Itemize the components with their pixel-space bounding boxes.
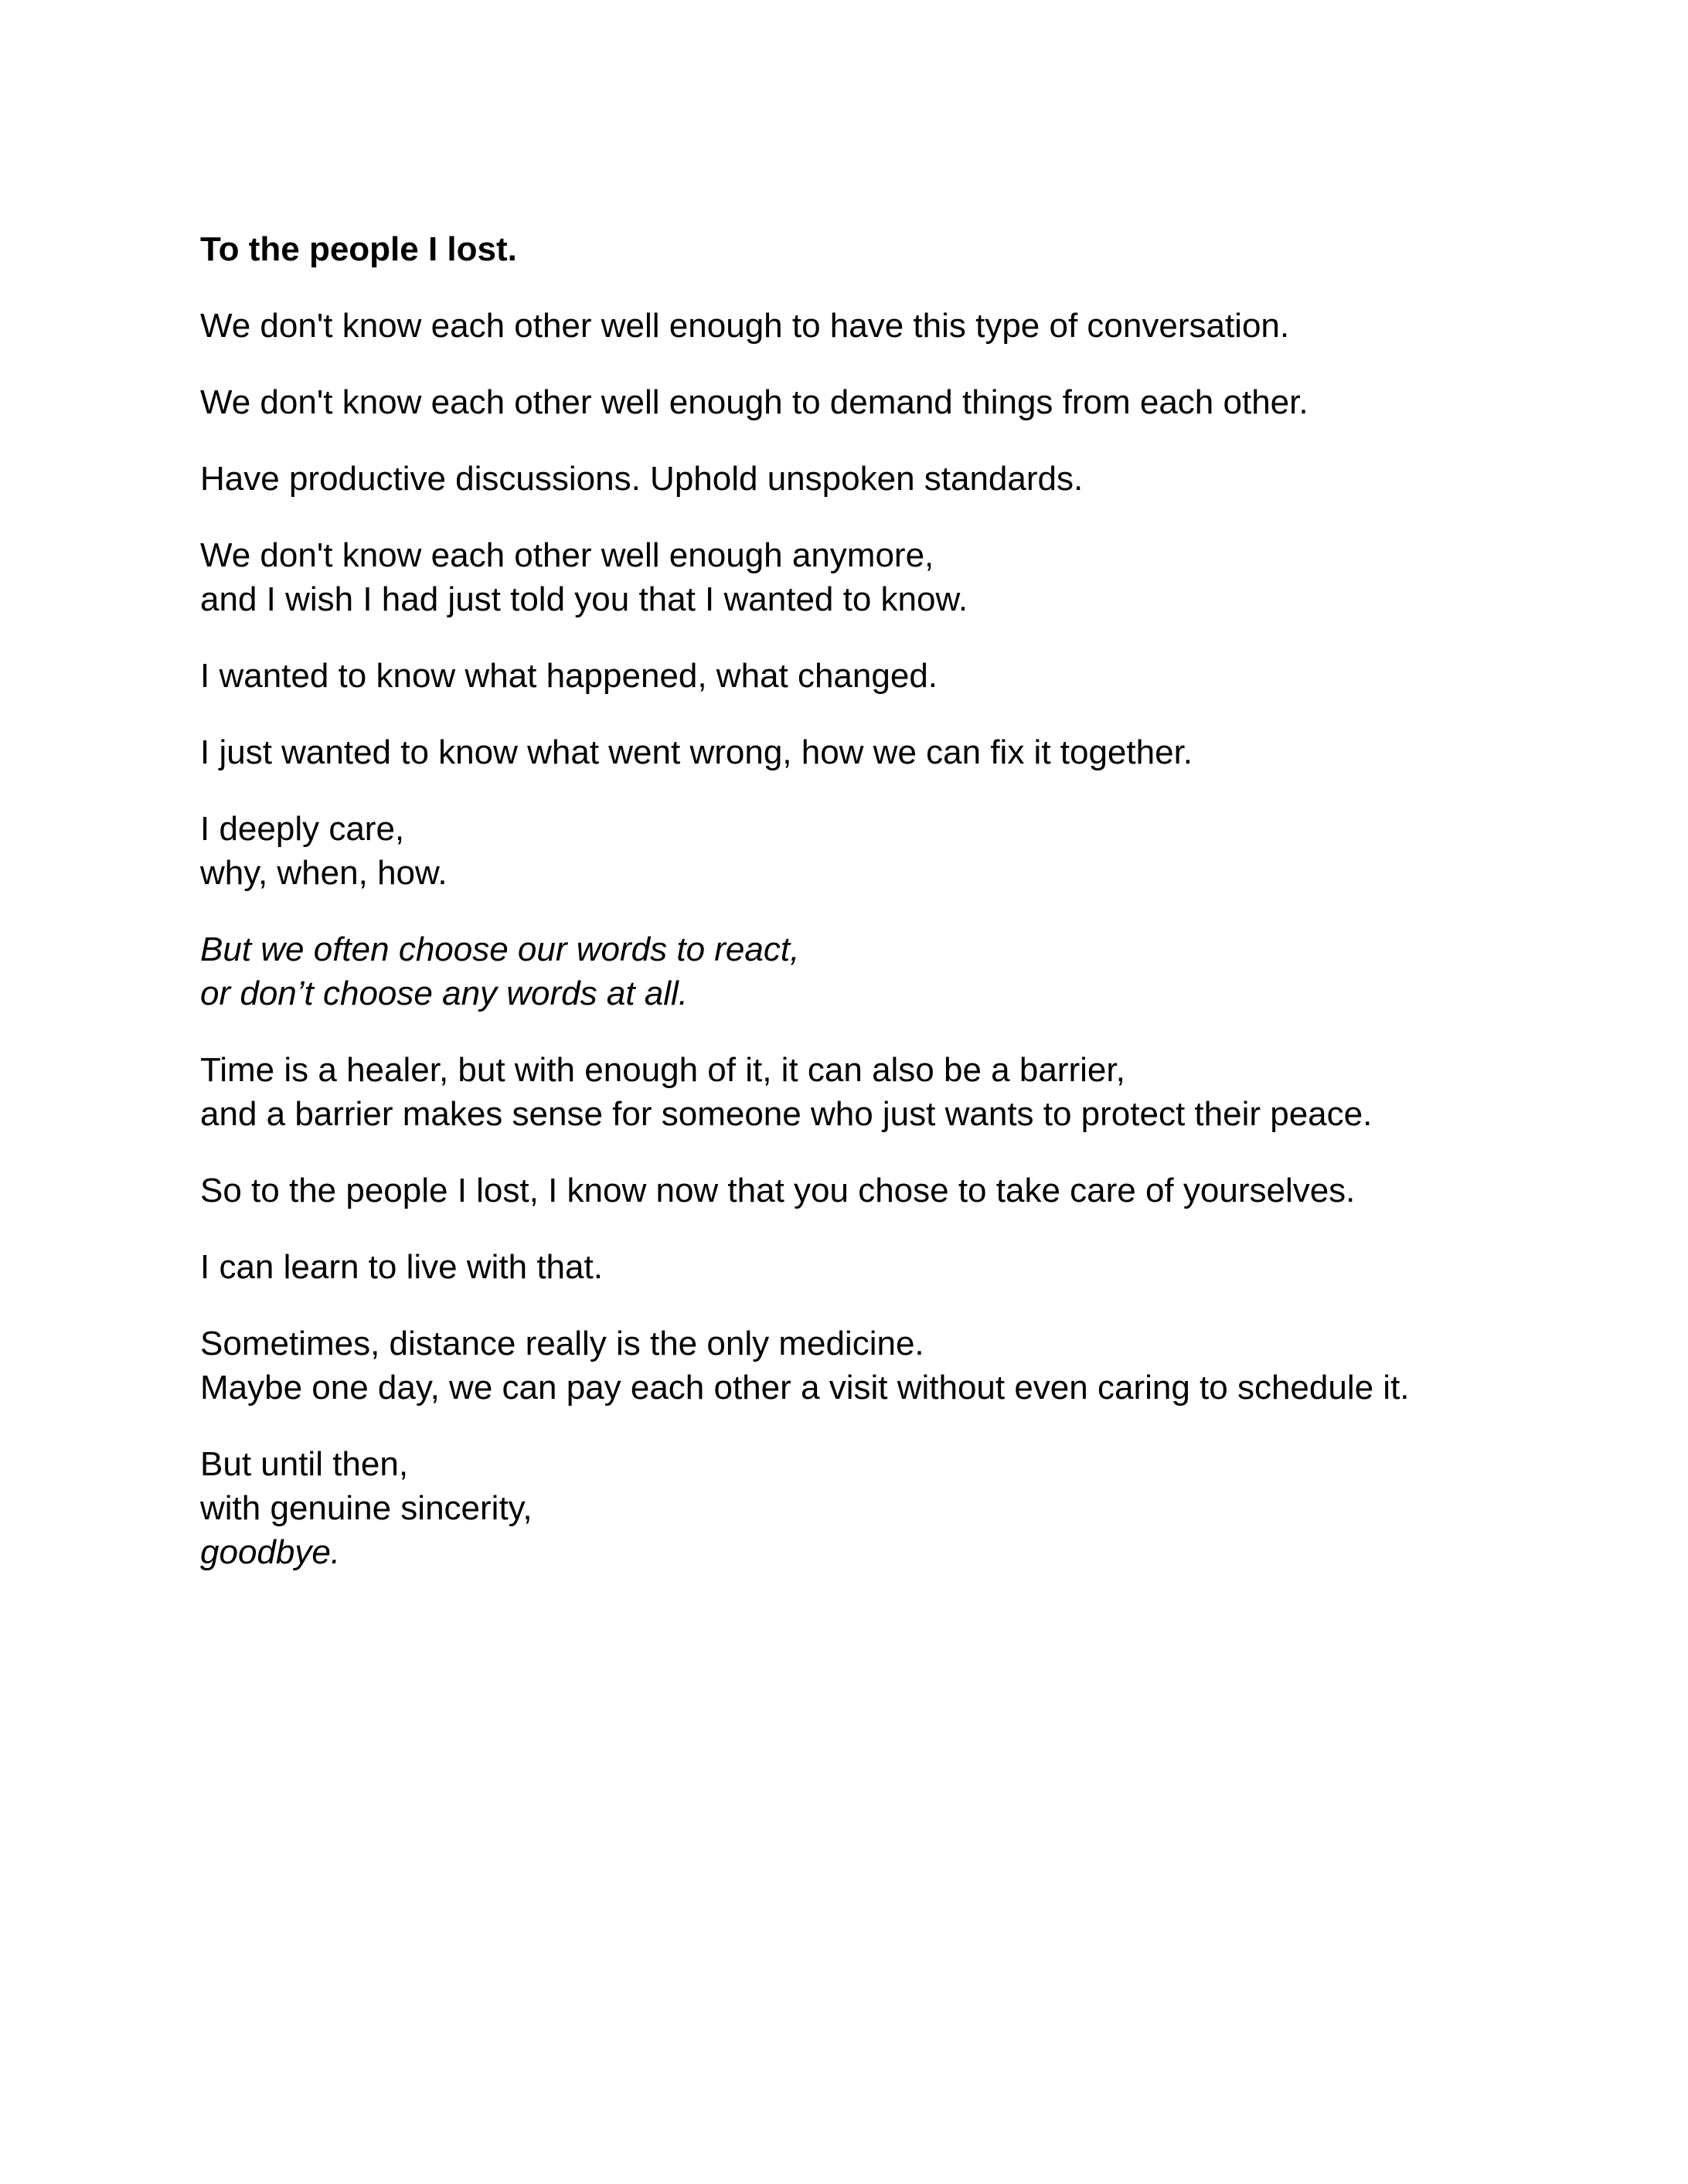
text-line: Sometimes, distance really is the only medicine. [200,1325,924,1362]
document-title: To the people I lost. [200,230,517,268]
text-line: But until then, [200,1445,409,1483]
text-line: I deeply care, [200,810,405,848]
paragraph [200,654,1591,698]
paragraph [200,807,1591,895]
paragraph [200,1245,1591,1289]
signoff-line: goodbye. [200,1533,341,1571]
text-line: We don't know each other well enough to demand things from each other. [200,383,1309,421]
paragraph [200,457,1591,501]
text-line: with genuine sincerity, [200,1489,533,1527]
text-line: Time is a healer, but with enough of it, it can also be a barrier, [200,1051,1125,1089]
text-line: Maybe one day, we can pay each other a visit without even caring to schedule it. [200,1369,1410,1407]
paragraph [200,730,1591,774]
text-line: So to the people I lost, I know now that you chose to take care of yourselves. [200,1172,1356,1209]
text-line: We don't know each other well enough anymore, [200,536,934,574]
text-line: why, when, how. [200,854,448,892]
paragraph [200,1322,1591,1410]
paragraph [200,304,1591,348]
paragraph [200,533,1591,621]
text-line: I just wanted to know what went wrong, how we can fix it together. [200,733,1193,771]
closing-paragraph [200,1442,1591,1574]
paragraph [200,1048,1591,1136]
text-line: and I wish I had just told you that I wanted to know. [200,580,968,618]
paragraph [200,1169,1591,1213]
text-line: I can learn to live with that. [200,1248,603,1286]
text-line: But we often choose our words to react, [200,930,800,968]
paragraph [200,380,1591,424]
text-line: and a barrier makes sense for someone who just wants to protect their peace. [200,1095,1373,1133]
text-line: We don't know each other well enough to have this type of conversation. [200,307,1290,345]
text-line: or don’t choose any words at all. [200,975,689,1012]
text-line: I wanted to know what happened, what changed. [200,657,938,695]
document-page [200,227,1591,1607]
text-line: Have productive discussions. Uphold unspoken standards. [200,460,1084,498]
italic-paragraph [200,927,1591,1015]
